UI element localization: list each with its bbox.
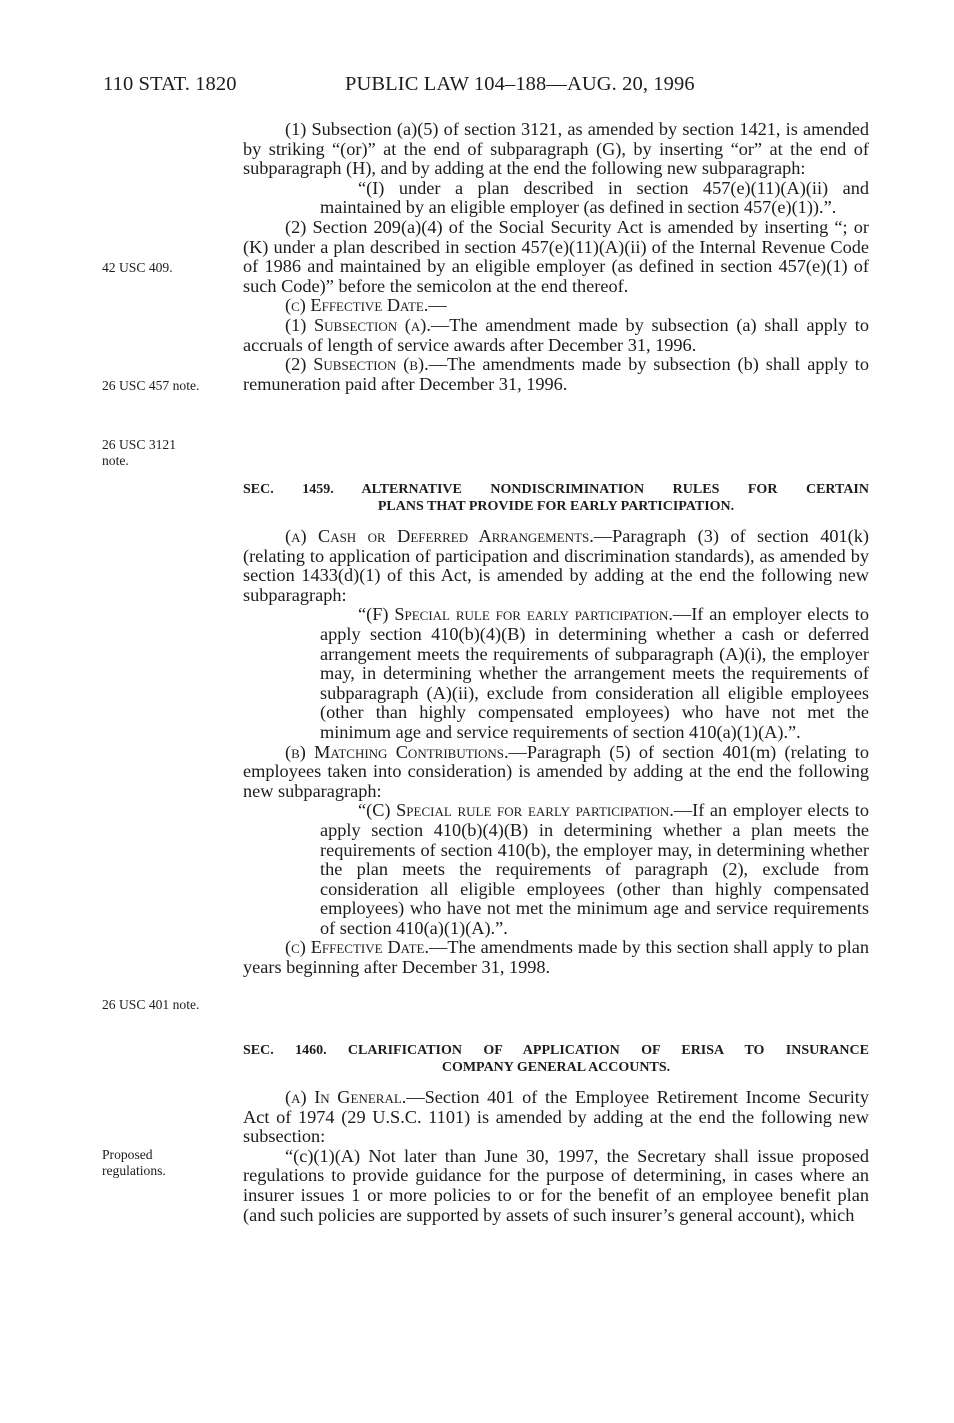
section-heading-1460: [243, 1042, 869, 1076]
paragraph-body: Section 401 of the Employee Retirement Income Security Act of 1974 (29 U.S.C. 1101) is amended by adding at the end the following new subsection:: [243, 1087, 869, 1147]
paragraph-body: The amendments made by subsection (b) shall apply to remuneration paid after December 31, 1996.: [243, 354, 869, 394]
paragraph-body: Paragraph (3) of section 401(k) (relating to application of participation and discrimination standards), as amended by section 1433(d)(1) of this Act, is amended by adding at the end the following new subparagraph:: [243, 526, 869, 605]
paragraph: [243, 527, 869, 605]
margin-note-line: note.: [102, 452, 129, 468]
section-heading-1459: [243, 481, 869, 515]
margin-note-26usc3121: [102, 437, 176, 468]
margin-note-line: 26 USC 3121: [102, 437, 177, 452]
stat-citation: 110 STAT. 1820: [103, 73, 237, 95]
law-citation: PUBLIC LAW 104–188—AUG. 20, 1996: [345, 73, 695, 95]
quoted-paragraph: “(I) under a plan described in section 457(e)(11)(A)(ii) and maintained by an eligible employer (as defined in section 457(e)(1)).”.: [320, 177, 869, 218]
quoted-paragraph: [243, 605, 869, 742]
paragraph-body: The amendment made by subsection (a) shall apply to accruals of length of service awards after December 31, 1996.: [243, 314, 869, 355]
quoted-paragraph: [243, 801, 869, 938]
margin-note-42usc409: 42 USC 409.: [102, 260, 173, 275]
paragraph: [243, 316, 869, 355]
margin-note-line: Proposed: [102, 1147, 153, 1162]
paragraph: (1) Subsection (a)(5) of section 3121, as amended by section 1421, is amended by striking “(or)” at the end of subparagraph (G), by inserting “or” at the end of subparagraph (H), and by adding at the end the following new subparagraph:: [243, 119, 869, 179]
paragraph: (2) Section 209(a)(4) of the Social Security Act is amended by inserting “; or (K) under a plan described in section 457(e)(11)(A)(ii) of the Internal Revenue Code of 1986 and maintained by an eligible employer (as defined in section 457(e)(1) of such Code)” before the semicolon at the end thereof.: [243, 216, 869, 296]
margin-note-line: regulations.: [102, 1162, 166, 1178]
paragraph: [243, 938, 869, 977]
paragraph: “(c)(1)(A) Not later than June 30, 1997, the Secretary shall issue proposed regulations to provide guidance for the purpose of determining, in cases where an insurer issues 1 or more policies to or for the benefit of an employee benefit plan (and such policies are supported by assets of such insurer’s general account), which: [243, 1145, 869, 1225]
section-heading-line: COMPANY GENERAL ACCOUNTS.: [441, 1060, 671, 1075]
margin-note-26usc457: 26 USC 457 note.: [102, 378, 200, 393]
paragraph-heading: (b) Matching Contributions.—: [285, 741, 527, 762]
paragraph-heading: (c) Effective Date.—: [285, 937, 448, 958]
paragraph-heading: “(F) Special rule for early participation.—: [358, 604, 692, 625]
paragraph-heading: (2) Subsection (b).—: [285, 354, 447, 375]
text-block-section-1460: [243, 1088, 869, 1225]
text-block-subsection-b: [243, 120, 869, 394]
paragraph-heading: (a) Cash or Deferred Arrangements.—: [285, 526, 613, 546]
section-heading-line: SEC. 1460. CLARIFICATION OF APPLICATION OF ERISA TO INSURANCE: [243, 1043, 869, 1058]
paragraph-body: The amendments made by this section shall apply to plan years beginning after December 31, 1998.: [243, 937, 869, 978]
paragraph-heading: (1) Subsection (a).—: [285, 314, 450, 335]
margin-note-26usc401: 26 USC 401 note.: [102, 997, 200, 1012]
margin-note-proposed-regulations: [102, 1147, 166, 1178]
paragraph-heading: “(C) Special rule for early participation.—: [358, 800, 693, 821]
paragraph-body: If an employer elects to apply section 410(b)(4)(B) in determining whether a cash or deferred arrangement meets the requirements of subparagraph (A)(i), the employer may, in determining whether the arrangement meets the requirements of subparagraph (A)(ii), exclude from consideration all eligible employees (other than highly compensated employees) who have not met the minimum age and service requirements of section 410(a)(1)(A).”.: [320, 604, 869, 742]
paragraph-body: Paragraph (5) of section 401(m) (relating to employees taken into consideration) is amended by adding at the end the following new subparagraph:: [243, 741, 869, 801]
paragraph: [243, 1088, 869, 1147]
paragraph-heading: (a) In General.—: [285, 1087, 425, 1107]
paragraph-heading: (c) Effective Date.—: [285, 295, 447, 316]
text-block-section-1459: [243, 527, 869, 978]
page-header: [103, 73, 695, 96]
section-heading-line: SEC. 1459. ALTERNATIVE NONDISCRIMINATION RULES FOR CERTAIN: [243, 482, 869, 497]
paragraph: [243, 355, 869, 394]
paragraph: [243, 743, 869, 802]
paragraph-body: If an employer elects to apply section 410(b)(4)(B) in determining whether a plan meets the requirements of section 410(b), the employer may, in determining whether the plan meets the requirements of paragraph (2), exclude from consideration all eligible employees (other than highly compensated employees) who have not met the minimum age and service requirements of section 410(a)(1)(A).”.: [320, 800, 869, 938]
section-heading-line: PLANS THAT PROVIDE FOR EARLY PARTICIPATION.: [377, 499, 735, 514]
paragraph: [243, 296, 869, 316]
